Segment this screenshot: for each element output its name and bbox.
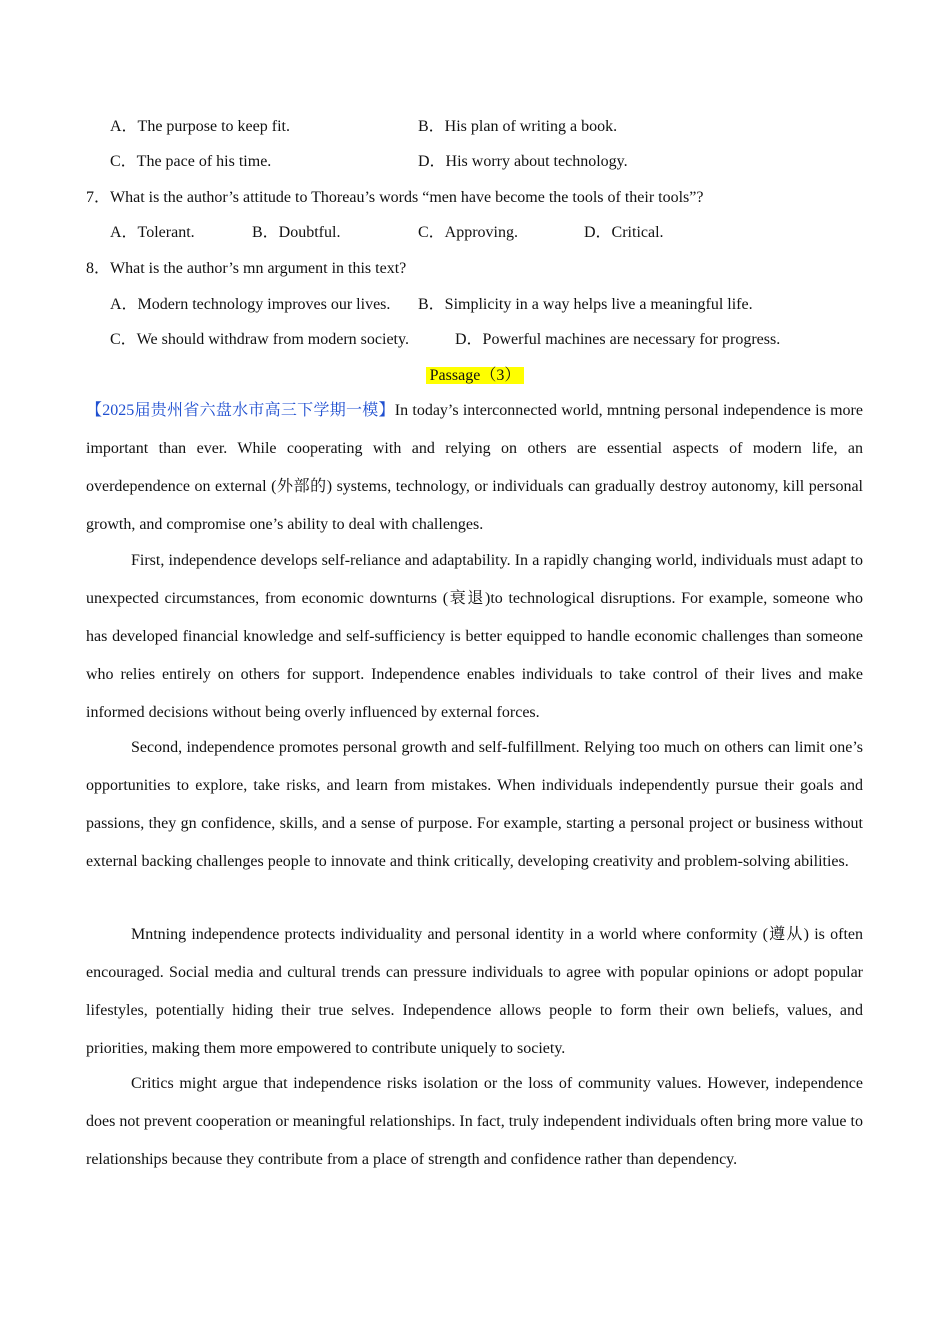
q8-option-d: D．Powerful machines are necessary for progress. [455, 331, 781, 348]
passage-paragraph-1 [86, 392, 863, 544]
q7-option-c: C．Approving. [418, 224, 519, 241]
q8-option-b: B．Simplicity in a way helps live a meaningful life. [418, 296, 753, 313]
passage-title: Passage（3） [426, 367, 525, 384]
q8-option-a: A．Modern technology improves our lives. [110, 296, 391, 313]
q6-option-a: A．The purpose to keep fit. [110, 118, 290, 135]
passage-source: 【2025届贵州省六盘水市高三下学期一模】 [86, 402, 395, 419]
q6-option-c: C．The pace of his time. [110, 153, 272, 170]
q7-option-d: D．Critical. [584, 224, 664, 241]
q7-option-b: B．Doubtful. [252, 224, 341, 241]
q8-stem: 8．What is the author’s mn argument in this text? [86, 260, 407, 277]
q7-stem: 7．What is the author’s attitude to Thoreau’s words “men have become the tools of their tools”? [86, 189, 704, 206]
q7-option-a: A．Tolerant. [110, 224, 195, 241]
passage-title-row [0, 366, 950, 386]
passage-paragraph-5: Critics might argue that independence risks isolation or the loss of community values. However, independence does not prevent cooperation or meaningful relationships. In fact, truly independent individuals often bring more value to relationships because they contribute from a place of strength and confidence rather than dependency. [86, 1075, 863, 1168]
passage-paragraph-2: First, independence develops self-reliance and adaptability. In a rapidly changing world, individuals must adapt to unexpected circumstances, from economic downturns (衰退)to technological disruptions. For example, someone who has developed financial knowledge and self-sufficiency is better equipped to handle economic challenges than someone who relies entirely on others for support. Independence enables individuals to take control of their lives and make informed decisions without being overly influenced by external forces. [86, 552, 863, 721]
passage-paragraph-4: Mntning independence protects individuality and personal identity in a world where conformity (遵从) is often encouraged. Social media and cultural trends can pressure individuals to agree with popular opinions or adopt popular lifestyles, potentially hiding their true selves. Independence allows people to form their own beliefs, values, and priorities, making them more empowered to contribute uniquely to society. [86, 926, 863, 1057]
q6-option-d: D．His worry about technology. [418, 153, 628, 170]
q6-option-b: B．His plan of writing a book. [418, 118, 618, 135]
q8-option-c: C．We should withdraw from modern society. [110, 331, 409, 348]
passage-paragraph-3: Second, independence promotes personal growth and self-fulfillment. Relying too much on others can limit one’s opportunities to explore, take risks, and learn from mistakes. When individuals independently pursue their goals and passions, they gn confidence, skills, and a sense of purpose. For example, starting a personal project or business without external backing challenges people to innovate and think critically, developing creativity and problem-solving abilities. [86, 739, 863, 870]
paragraph-1-text: In today’s interconnected world, mntning personal independence is more important than ever. While cooperating with and relying on others are essential aspects of modern life, an overdependence on external (外部的) systems, technology, or individuals can gradually destroy autonomy, kill personal growth, and compromise one’s ability to deal with challenges. [86, 402, 863, 533]
